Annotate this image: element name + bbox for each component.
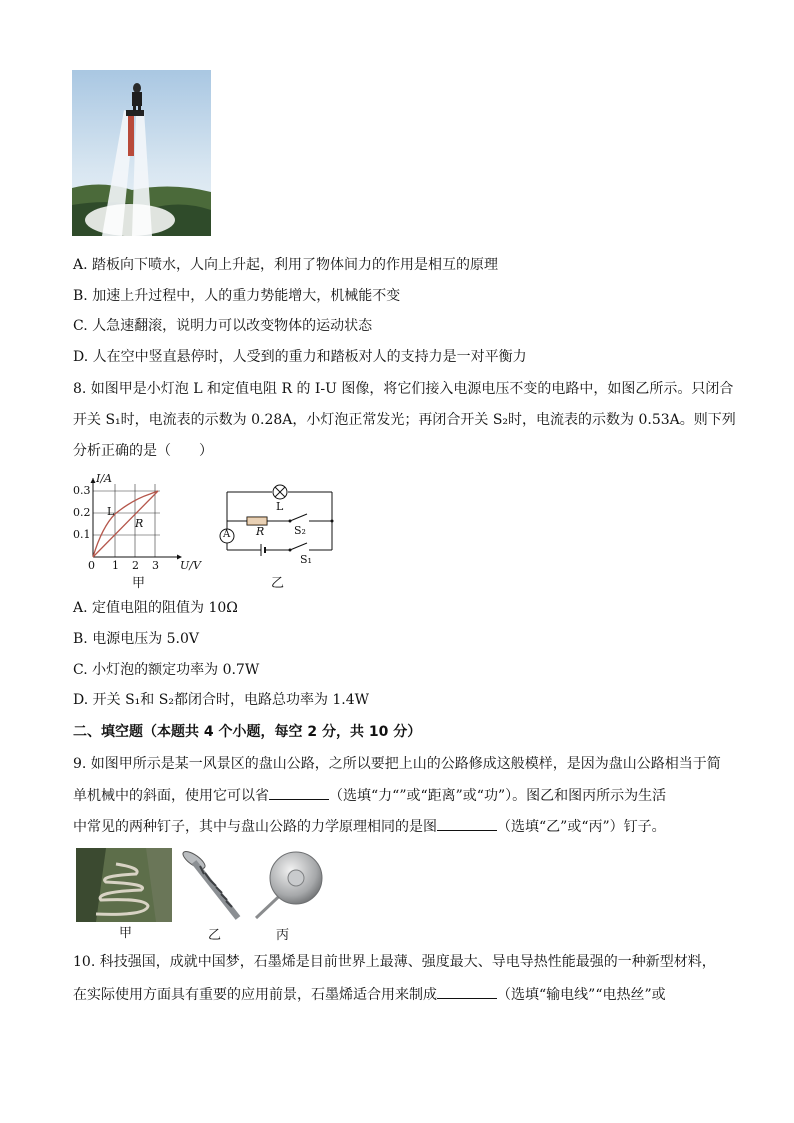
xtick-0: 0 bbox=[88, 559, 95, 572]
switch1-label: S₁ bbox=[300, 553, 312, 566]
caption-jia: 甲 bbox=[119, 926, 133, 941]
section-2-title: 二、填空题（本题共 4 个小题，每空 2 分，共 10 分） bbox=[73, 724, 422, 740]
q8-option-a: A. 定值电阻的阻值为 10Ω bbox=[73, 600, 238, 616]
q9-line1: 9. 如图甲所示是某一风景区的盘山公路，之所以要把上山的公路修成这般模样，是因为盘山公路相当于简 bbox=[73, 756, 721, 772]
xtick-3: 3 bbox=[152, 559, 159, 572]
graph-xlabel: U/V bbox=[180, 559, 201, 572]
q10-blank-1[interactable] bbox=[437, 984, 497, 999]
curve-l-label: L bbox=[107, 505, 115, 518]
ytick-0.1: 0.1 bbox=[73, 528, 91, 541]
q9-blank-1[interactable] bbox=[269, 785, 329, 800]
xtick-1: 1 bbox=[112, 559, 119, 572]
q7-option-c: C. 人急速翻滚，说明力可以改变物体的运动状态 bbox=[73, 318, 373, 334]
xtick-2: 2 bbox=[132, 559, 139, 572]
q8-stem-line3: 分析正确的是（ ） bbox=[73, 443, 213, 459]
thumbtack-image bbox=[250, 848, 326, 922]
switch2-label: S₂ bbox=[294, 524, 306, 537]
q8-stem-line1: 8. 如图甲是小灯泡 L 和定值电阻 R 的 I-U 图像，将它们接入电源电压不变的电路中，如图乙所示。只闭合 bbox=[73, 381, 734, 397]
graph-caption: 甲 bbox=[132, 576, 146, 591]
caption-yi: 乙 bbox=[208, 928, 222, 943]
q7-option-b: B. 加速上升过程中，人的重力势能增大，机械能不变 bbox=[73, 288, 401, 304]
screw-image bbox=[180, 850, 244, 922]
q9-line3: 中常见的两种钉子，其中与盘山公路的力学原理相同的是图 （选填“乙”或“丙”）钉子。 bbox=[73, 816, 666, 837]
q7-option-d: D. 人在空中竖直悬停时，人受到的重力和踏板对人的支持力是一对平衡力 bbox=[73, 349, 527, 365]
graph-ylabel: I/A bbox=[96, 472, 112, 485]
q7-option-a: A. 踏板向下喷水，人向上升起，利用了物体间力的作用是相互的原理 bbox=[73, 257, 499, 273]
resistor-label: R bbox=[256, 525, 265, 538]
circuit-caption: 乙 bbox=[271, 576, 285, 591]
q9-line2: 单机械中的斜面，使用它可以省 （选填“力“”或“距离”或“功”）。图乙和图丙所示为生活 bbox=[73, 785, 666, 806]
circuit-diagram bbox=[215, 478, 340, 568]
q8-option-c: C. 小灯泡的额定功率为 0.7W bbox=[73, 662, 260, 678]
q9-blank-2[interactable] bbox=[437, 816, 497, 831]
caption-bing: 丙 bbox=[276, 928, 290, 943]
ytick-0.2: 0.2 bbox=[73, 506, 91, 519]
q8-stem-line2: 开关 S₁时，电流表的示数为 0.28A，小灯泡正常发光；再闭合开关 S₂时，电流表的示数为 0.53A。则下列 bbox=[73, 412, 736, 428]
q8-option-b: B. 电源电压为 5.0V bbox=[73, 631, 200, 647]
lamp-label: L bbox=[276, 500, 284, 513]
ammeter-label: A bbox=[223, 529, 231, 540]
flyboard-photo bbox=[72, 70, 211, 236]
q10-line1: 10. 科技强国，成就中国梦，石墨烯是目前世界上最薄、强度最大、导电导热性能最强的一种新型材料， bbox=[73, 954, 716, 970]
q10-line2: 在实际使用方面具有重要的应用前景，石墨烯适合用来制成 （选填“输电线”“电热丝”或 bbox=[73, 984, 666, 1005]
ytick-0.3: 0.3 bbox=[73, 484, 91, 497]
q8-option-d: D. 开关 S₁和 S₂都闭合时，电路总功率为 1.4W bbox=[73, 692, 370, 708]
mountain-road-photo bbox=[76, 848, 172, 922]
line-r-label: R bbox=[135, 517, 144, 530]
